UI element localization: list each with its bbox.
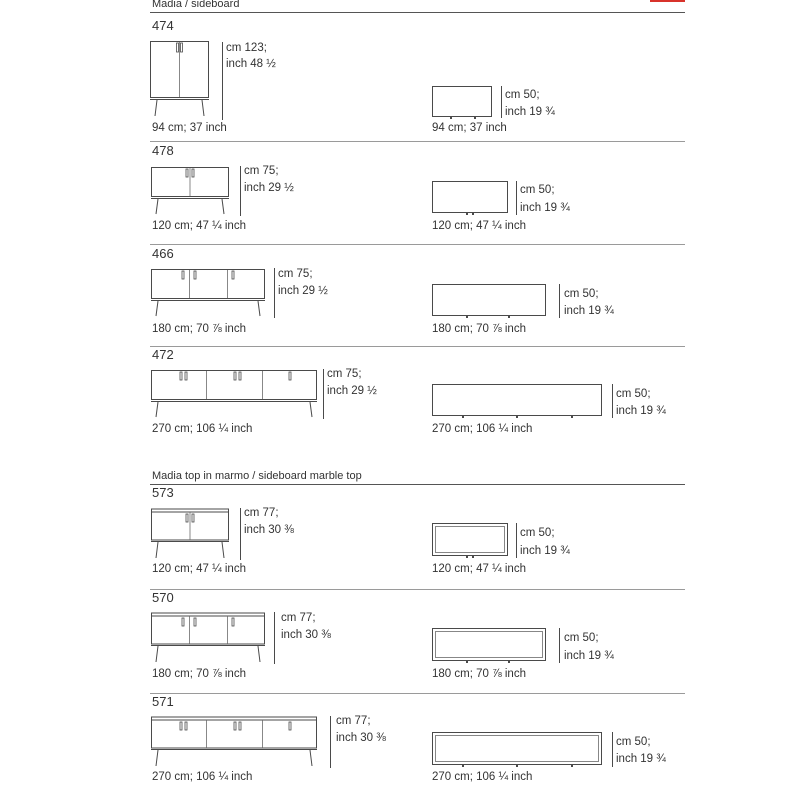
height-cm: cm 77; bbox=[244, 507, 279, 519]
width-label: 94 cm; 37 inch bbox=[152, 122, 227, 134]
depth-dimension-line bbox=[516, 181, 517, 215]
depth-inch: inch 19 ¾ bbox=[564, 650, 614, 662]
top-width-label: 270 cm; 106 ¼ inch bbox=[432, 423, 533, 435]
depth-dimension-line bbox=[559, 284, 560, 318]
section-title: Madia / sideboard bbox=[152, 0, 240, 10]
height-cm: cm 75; bbox=[244, 165, 279, 177]
section-rule bbox=[150, 484, 685, 485]
top-view-drawing bbox=[430, 282, 550, 322]
depth-inch: inch 19 ¾ bbox=[616, 405, 666, 417]
row-divider bbox=[150, 244, 685, 245]
height-dimension-line bbox=[222, 42, 223, 120]
top-view-drawing bbox=[430, 84, 496, 124]
row-divider bbox=[150, 141, 685, 142]
height-cm: cm 77; bbox=[281, 612, 316, 624]
top-width-label: 120 cm; 47 ¼ inch bbox=[432, 220, 526, 232]
depth-cm: cm 50; bbox=[520, 527, 555, 539]
front-view-drawing bbox=[148, 164, 234, 218]
height-dimension-line bbox=[240, 508, 241, 560]
front-view-drawing bbox=[148, 506, 234, 562]
top-view-drawing bbox=[430, 382, 606, 422]
top-width-label: 120 cm; 47 ¼ inch bbox=[432, 563, 526, 575]
height-cm: cm 75; bbox=[327, 368, 362, 380]
depth-dimension-line bbox=[501, 86, 502, 118]
section-rule bbox=[150, 12, 685, 13]
top-width-label: 270 cm; 106 ¼ inch bbox=[432, 771, 533, 783]
width-label: 270 cm; 106 ¼ inch bbox=[152, 771, 253, 783]
height-inch: inch 30 ⅜ bbox=[244, 524, 294, 536]
front-view-drawing bbox=[148, 714, 322, 770]
front-view-drawing bbox=[148, 610, 270, 666]
depth-dimension-line bbox=[516, 523, 517, 558]
width-label: 120 cm; 47 ¼ inch bbox=[152, 563, 246, 575]
brand-mark bbox=[650, 0, 685, 2]
row-divider bbox=[150, 693, 685, 694]
depth-inch: inch 19 ¾ bbox=[564, 305, 614, 317]
width-label: 270 cm; 106 ¼ inch bbox=[152, 423, 253, 435]
depth-inch: inch 19 ¾ bbox=[616, 753, 666, 765]
front-view-drawing bbox=[148, 367, 322, 421]
height-cm: cm 75; bbox=[278, 268, 313, 280]
width-label: 120 cm; 47 ¼ inch bbox=[152, 220, 246, 232]
depth-dimension-line bbox=[612, 732, 613, 767]
width-label: 180 cm; 70 ⅞ inch bbox=[152, 323, 246, 335]
product-code: 571 bbox=[152, 694, 174, 709]
depth-cm: cm 50; bbox=[564, 632, 599, 644]
height-inch: inch 29 ½ bbox=[278, 285, 328, 297]
top-width-label: 180 cm; 70 ⅞ inch bbox=[432, 668, 526, 680]
height-dimension-line bbox=[274, 612, 275, 664]
height-dimension-line bbox=[330, 716, 331, 768]
product-code: 570 bbox=[152, 590, 174, 605]
width-label: 180 cm; 70 ⅞ inch bbox=[152, 668, 246, 680]
height-inch: inch 48 ½ bbox=[226, 58, 276, 70]
product-code: 472 bbox=[152, 347, 174, 362]
product-code: 573 bbox=[152, 485, 174, 500]
depth-inch: inch 19 ¾ bbox=[520, 202, 570, 214]
top-view-drawing bbox=[430, 730, 606, 770]
height-dimension-line bbox=[240, 166, 241, 216]
depth-inch: inch 19 ¾ bbox=[505, 106, 555, 118]
top-width-label: 94 cm; 37 inch bbox=[432, 122, 507, 134]
top-width-label: 180 cm; 70 ⅞ inch bbox=[432, 323, 526, 335]
top-view-drawing bbox=[430, 626, 550, 666]
height-inch: inch 29 ½ bbox=[327, 385, 377, 397]
product-code: 474 bbox=[152, 18, 174, 33]
depth-cm: cm 50; bbox=[520, 184, 555, 196]
height-cm: cm 77; bbox=[336, 715, 371, 727]
height-inch: inch 30 ⅜ bbox=[336, 732, 386, 744]
row-divider bbox=[150, 346, 685, 347]
front-view-drawing bbox=[148, 266, 270, 320]
height-inch: inch 29 ½ bbox=[244, 182, 294, 194]
section-title: Madia top in marmo / sideboard marble top bbox=[152, 470, 362, 482]
front-view-drawing bbox=[148, 38, 214, 120]
product-code: 466 bbox=[152, 246, 174, 261]
height-dimension-line bbox=[323, 369, 324, 419]
top-view-drawing bbox=[430, 179, 512, 219]
height-cm: cm 123; bbox=[226, 42, 267, 54]
top-view-drawing bbox=[430, 521, 512, 561]
product-code: 478 bbox=[152, 143, 174, 158]
depth-dimension-line bbox=[559, 628, 560, 663]
depth-dimension-line bbox=[612, 384, 613, 418]
height-inch: inch 30 ⅜ bbox=[281, 629, 331, 641]
row-divider bbox=[150, 589, 685, 590]
depth-cm: cm 50; bbox=[616, 388, 651, 400]
depth-cm: cm 50; bbox=[564, 288, 599, 300]
depth-cm: cm 50; bbox=[505, 89, 540, 101]
height-dimension-line bbox=[274, 268, 275, 318]
depth-cm: cm 50; bbox=[616, 736, 651, 748]
depth-inch: inch 19 ¾ bbox=[520, 545, 570, 557]
